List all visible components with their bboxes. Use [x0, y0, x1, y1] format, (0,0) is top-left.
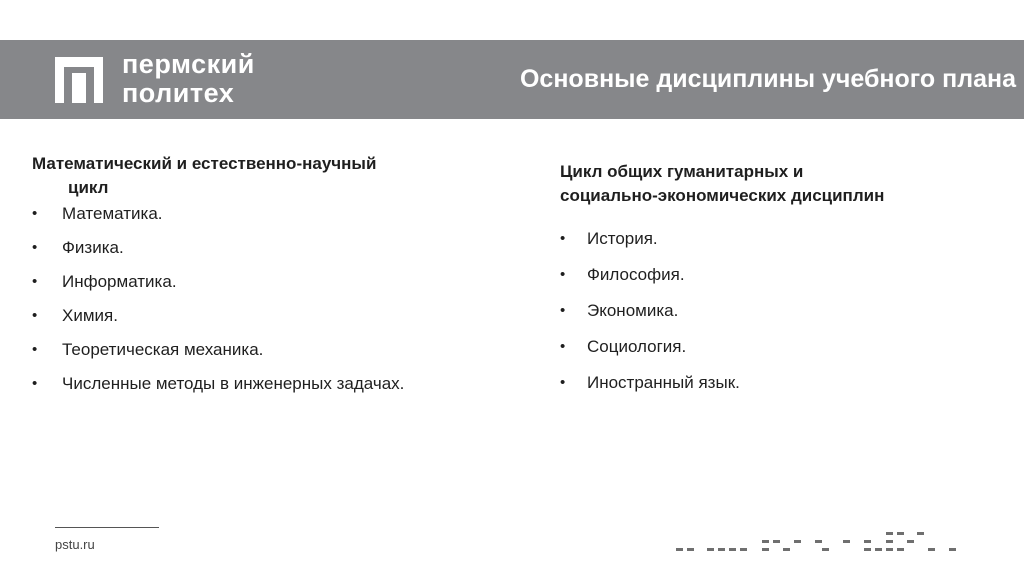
logo-line-1: пермский	[122, 49, 255, 79]
list-item	[32, 238, 512, 258]
list-item-label: Социология.	[587, 337, 687, 356]
section-heading	[560, 160, 1000, 208]
section-heading	[32, 152, 512, 200]
list-item	[32, 272, 512, 292]
slide-header	[0, 40, 1024, 119]
humanities-cycle-section	[560, 160, 1000, 409]
list-item-label: Иностранный язык.	[587, 373, 740, 392]
list-item	[560, 337, 1000, 357]
list-item-label: Химия.	[62, 306, 118, 325]
bullet-icon: •	[560, 374, 566, 391]
bullet-icon: •	[32, 307, 38, 324]
list-item-label: Информатика.	[62, 272, 177, 291]
list-item	[32, 204, 512, 224]
university-logo-icon	[55, 57, 103, 103]
bullet-icon: •	[32, 341, 38, 358]
bullet-icon: •	[32, 273, 38, 290]
section-heading-line-1: Математический и естественно-научный	[32, 154, 377, 173]
list-item	[560, 265, 1000, 285]
list-item	[560, 373, 1000, 393]
bullet-icon: •	[32, 239, 38, 256]
discipline-list	[32, 204, 512, 394]
bullet-icon: •	[560, 230, 566, 247]
list-item-label: Философия.	[587, 265, 685, 284]
bullet-icon: •	[32, 205, 38, 222]
list-item	[32, 374, 512, 394]
list-item	[32, 340, 512, 360]
bullet-icon: •	[560, 266, 566, 283]
decorative-dash-pattern	[676, 528, 966, 556]
natural-science-cycle-section	[32, 152, 512, 408]
university-logo-text	[122, 50, 255, 108]
list-item	[32, 306, 512, 326]
bullet-icon: •	[560, 338, 566, 355]
footer-url: pstu.ru	[55, 537, 95, 552]
list-item-label: Экономика.	[587, 301, 679, 320]
footer-divider	[55, 527, 159, 528]
slide-title: Основные дисциплины учебного плана	[519, 65, 1016, 93]
list-item	[560, 301, 1000, 321]
list-item-label: Физика.	[62, 238, 124, 257]
section-heading-line-1: Цикл общих гуманитарных и	[560, 162, 804, 181]
bullet-icon: •	[560, 302, 566, 319]
list-item-label: Математика.	[62, 204, 163, 223]
section-heading-line-2: цикл	[68, 178, 109, 197]
top-margin	[0, 0, 1024, 40]
discipline-list	[560, 229, 1000, 393]
logo-line-2: политех	[122, 78, 235, 108]
section-heading-line-2: социально-экономических дисциплин	[560, 186, 885, 205]
list-item	[560, 229, 1000, 249]
bullet-icon: •	[32, 375, 38, 392]
list-item-label: История.	[587, 229, 658, 248]
list-item-label: Теоретическая механика.	[62, 340, 264, 359]
list-item-label: Численные методы в инженерных задачах.	[62, 374, 405, 393]
